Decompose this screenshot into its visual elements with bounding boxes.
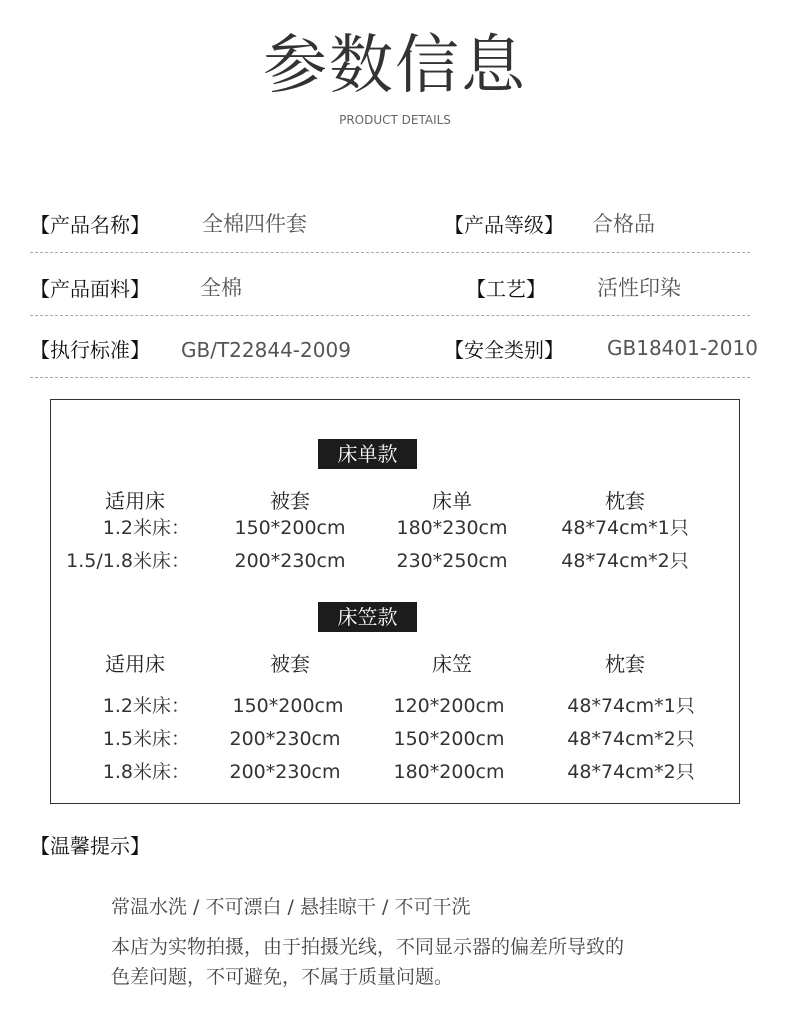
table-cell-duvet: 200*230cm [234, 550, 346, 572]
param-value-name: 全棉四件套 [202, 212, 307, 236]
fitted-header-pillow: 枕套 [605, 652, 645, 676]
fitted-section-tag: 床笠款 [318, 602, 417, 632]
table-cell-pillow: 48*74cm*2只 [567, 761, 695, 783]
fitted-header-duvet: 被套 [270, 652, 310, 676]
table-cell-duvet: 150*200cm [232, 695, 344, 717]
table-cell-duvet: 150*200cm [234, 517, 346, 539]
param-value-craft: 活性印染 [597, 276, 681, 300]
table-cell-duvet: 200*230cm [229, 761, 341, 783]
row-divider [30, 252, 750, 253]
param-value-fabric: 全棉 [200, 276, 242, 300]
param-label-name: 【产品名称】 [30, 213, 150, 237]
table-cell-fitted-sheet: 120*200cm [393, 695, 505, 717]
table-cell-bed: 1.8米床： [102, 761, 190, 783]
table-cell-sheet: 230*250cm [396, 550, 508, 572]
param-label-grade: 【产品等级】 [444, 213, 564, 237]
care-instructions: 常温水洗 / 不可漂白 / 悬挂晾干 / 不可干洗 [111, 896, 471, 918]
table-cell-bed: 1.2米床： [102, 517, 190, 539]
table-cell-bed: 1.2米床： [102, 695, 190, 717]
sheet-section-tag: 床单款 [318, 439, 417, 469]
param-value-standard: GB/T22844-2009 [181, 338, 351, 362]
sheet-header-pillow: 枕套 [605, 489, 645, 513]
table-cell-fitted-sheet: 150*200cm [393, 728, 505, 750]
page-title: 参数信息 [263, 29, 527, 103]
sheet-header-sheet: 床单 [432, 489, 472, 513]
table-cell-bed: 1.5米床： [102, 728, 190, 750]
sheet-header-duvet: 被套 [270, 489, 310, 513]
table-cell-pillow: 48*74cm*2只 [567, 728, 695, 750]
param-value-safety: GB18401-2010 [607, 336, 758, 360]
fitted-header-fitted-sheet: 床笠 [432, 652, 472, 676]
param-value-grade: 合格品 [592, 212, 655, 236]
table-cell-fitted-sheet: 180*200cm [393, 761, 505, 783]
table-cell-pillow: 48*74cm*1只 [567, 695, 695, 717]
param-label-safety: 【安全类别】 [444, 338, 564, 362]
sheet-header-bed: 适用床 [105, 489, 165, 513]
disclaimer-line: 本店为实物拍摄，由于拍摄光线，不同显示器的偏差所导致的 [111, 936, 625, 958]
table-cell-pillow: 48*74cm*2只 [561, 550, 689, 572]
row-divider [30, 377, 750, 378]
page-subtitle: PRODUCT DETAILS [339, 113, 451, 127]
table-cell-bed: 1.5/1.8米床： [66, 550, 190, 572]
fitted-header-bed: 适用床 [105, 652, 165, 676]
disclaimer-line: 色差问题，不可避免，不属于质量问题。 [111, 966, 454, 988]
param-label-craft: 【工艺】 [466, 277, 546, 301]
table-cell-duvet: 200*230cm [229, 728, 341, 750]
param-label-fabric: 【产品面料】 [30, 277, 150, 301]
table-cell-pillow: 48*74cm*1只 [561, 517, 689, 539]
notice-heading: 【温馨提示】 [30, 834, 150, 858]
table-cell-sheet: 180*230cm [396, 517, 508, 539]
param-label-standard: 【执行标准】 [30, 338, 150, 362]
row-divider [30, 315, 750, 316]
